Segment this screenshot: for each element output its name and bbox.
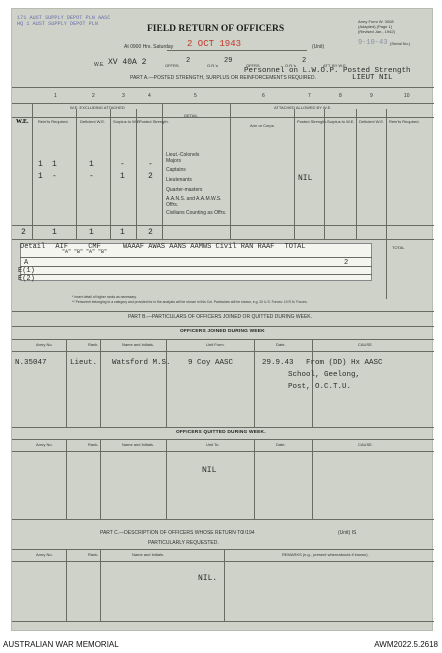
rank-aans: A.A.N.S. and A.A.M.W.S. Offrs. [166,196,222,208]
we-column-label: W.E. [16,119,29,125]
ors-label: O.R.'s [207,63,218,68]
hdr-detail: DETAIL [184,113,198,118]
stamp-line-1: 171 AUST SUPPLY DEPOT PLN AASC [17,15,111,21]
form-title: FIELD RETURN OF OFFICERS [147,24,285,34]
col-num-3: 3 [122,93,125,99]
footer-source: AUSTRALIAN WAR MEMORIAL [3,640,119,649]
joined-col-rank: Rank. [88,342,99,347]
col-num-1: 1 [54,93,57,99]
adapted-label: (Adapted) (Page 1) [358,24,393,29]
joined-col-cause: CAUSE. [358,342,373,347]
captains-reints: 1 [38,160,43,169]
army-form-label: Army Form W. 3008 [358,19,394,24]
attached-nil: NIL [298,174,313,183]
rank-captains: Captains [166,167,186,173]
detail-hdr-ran: RAN [240,243,254,251]
total-deficient: 1 [52,228,57,237]
rank-majors: Majors [166,158,182,164]
joined-col-name: Name and Initials. [122,342,155,347]
footnote-1: * Insert detail of higher ranks as necessary. [72,295,137,299]
part-c-line2: PARTICULARLY REQUESTED. [148,540,219,546]
captains-extra: - [148,160,153,169]
we-excluding-attached: W.E. EXCLUDING ATTACHED [70,105,125,110]
offrs-value: 2 [186,57,191,65]
detail-hdr-waaaf: WAAAF [123,243,145,251]
total-extra: 2 [148,228,153,237]
quitted-title: OFFICERS QUITTED DURING WEEK. [176,430,266,435]
total-label-right: TOTAL [392,245,405,250]
footer-accession-number: AWM2022.5.2618 [374,640,438,649]
joined-col-unit: Unit From. [206,342,225,347]
total-posted: 1 [120,228,125,237]
quit-col-rank: Rank. [88,442,99,447]
document-page [11,8,433,631]
joined-col-army-no: Army No. [36,342,53,347]
return-date: 2 OCT 1943 [187,39,242,49]
lieutenants-reints: 1 [38,172,43,181]
hdr-reints-required: Rein'ts Required. [38,119,69,124]
hdr-reints-att: Rein'ts Required. [389,119,420,124]
col-num-2: 2 [92,93,95,99]
joined-cause-line1: From (DD) Hx AASC [306,359,383,367]
col-num-7: 7 [308,93,311,99]
c-col-army-no: Army No. [36,552,53,557]
detail-row-a-total: 2 [344,259,349,267]
hdr-surplus-att: Surplus to W.E. [327,119,355,124]
attached-allowed: ATTACHED ALLOWED BY W.E. [274,105,332,110]
quit-col-cause: CAUSE. [358,442,373,447]
total-surplus: 1 [89,228,94,237]
col-num-6: 6 [262,93,265,99]
footnote-2: ** Personnel belonging to a category and provided for in the analysis will be shown in this Col. Particulars will be shown, e.g. 20 U.S. Forces: 10 R.N. Forces. [72,300,308,304]
quit-col-army-no: Army No. [36,442,53,447]
detail-hdr-detail: Detail [20,243,46,251]
quit-nil: NIL [202,466,217,475]
unit-stamp [17,15,110,27]
ors-value: 29 [224,57,233,65]
stamp-line-2: HQ 1 AUST SUPPLY DEPOT PLN [17,21,98,27]
part-c-unit: (Unit) IS [338,530,357,536]
detail-hdr-civil: Civil [215,243,237,251]
c-col-remarks: REMARKS (e.g., present whereabouts if known). [282,552,369,557]
detail-hdr-cmf: CMF [88,243,101,251]
joined-unit: 9 Coy AASC [188,359,234,367]
col-num-9: 9 [370,93,373,99]
hdr-posted-strength: Posted Strength. [139,119,169,124]
lieutenants-deficient: - [52,172,57,181]
rank-lieutenants: Lieutenants [166,177,192,183]
quit-col-unit: Unit To. [206,442,220,447]
detail-row-e2: E(2) [18,275,35,283]
personnel-line: Personnel on L.W.O.P. Posted Strength [244,67,411,75]
col-num-4: 4 [148,93,151,99]
lieut-nil: LIEUT NIL [352,74,393,82]
lieutenants-extra: 2 [148,172,153,181]
joined-title: OFFICERS JOINED DURING WEEK [180,329,265,334]
detail-row-a: A [24,259,29,267]
lieutenants-posted: 1 [120,172,125,181]
quit-col-date: Date. [276,442,286,447]
joined-cause-line2: School, Geelong, [288,371,361,379]
joined-date: 29.9.43 [262,359,294,367]
offrs2-label: OFFRS. [246,63,261,68]
ors2-label: O.R.'s [285,63,296,68]
we-label: W.E. [94,62,105,68]
serial-label: (Serial No.) [390,41,411,46]
col-num-10: 10 [404,93,410,99]
joined-cause-line3: Post, O.C.T.U. [288,383,352,391]
quit-col-name: Name and Initials. [122,442,155,447]
joined-col-date: Date. [276,342,286,347]
detail-hdr-total: TOTAL [284,243,306,251]
detail-row-e1: E(1) [18,267,35,275]
we-value: XV 40A 2 [108,58,147,67]
ors2-value: 2 [302,57,307,65]
part-a-title: PART A.—POSTED STRENGTH, SURPLUS OR REINFORCEMENTS REQUIRED. [130,75,316,81]
part-c-date: / /194 [242,530,255,536]
hdr-surplus: Surplus to W.E. [113,119,141,124]
joined-army-no: N.35047 [15,359,47,367]
captains-deficient: 1 [52,160,57,169]
detail-hdr-raaf: RAAF [257,243,275,251]
col-num-8: 8 [339,93,342,99]
part-c-title: PART C.—DESCRIPTION OF OFFICERS WHOSE RETURN TO [100,530,244,536]
lieutenants-surplus: - [89,172,94,181]
serial-number: 9-10-43 [358,39,388,47]
part-c-nil: NIL. [198,574,218,583]
detail-sub-ab: "A" "B" "A" "B" [62,249,108,255]
at-hours-label: At 0900 Hrs. Saturday [124,44,174,50]
captains-surplus: 1 [89,160,94,169]
c-col-rank: Rank. [88,552,99,557]
detail-hdr-aif: AIF [55,243,69,251]
rank-quartermasters: Quarter-masters [166,187,203,193]
revised-label: (Revised Jan., 1942) [358,29,395,34]
offrs-label: OFFRS. [165,63,180,68]
detail-hdr-aamws: AAMWS [190,243,212,251]
att-by-we-label: ATT. BY W.E. [323,63,347,68]
rank-civilians: Civilians Counting as Offrs. [166,210,227,216]
total-reints: 2 [21,228,26,237]
detail-hdr-awas: AWAS [148,243,166,251]
unit-label: (Unit) [312,44,325,50]
hdr-posted-strength-att: Posted Strength. [297,119,327,124]
rank-lt-colonels: Lieut.-Colonels [166,152,200,158]
hdr-deficient-att: Deficient W.E. [359,119,385,124]
captains-posted: - [120,160,125,169]
detail-hdr-aans: AANS [169,243,187,251]
part-b-title: PART B.—PARTICULARS OF OFFICERS JOINED OR QUITTED DURING WEEK. [128,314,313,320]
c-col-name: Name and Initials. [132,552,165,557]
hdr-deficient: Deficient W.E. [80,119,106,124]
col-num-5: 5 [194,93,197,99]
joined-name: Watsford M.S. [112,359,171,367]
hdr-arm-corps: Arm or Corps. [250,123,275,128]
joined-rank: Lieut. [70,359,98,367]
